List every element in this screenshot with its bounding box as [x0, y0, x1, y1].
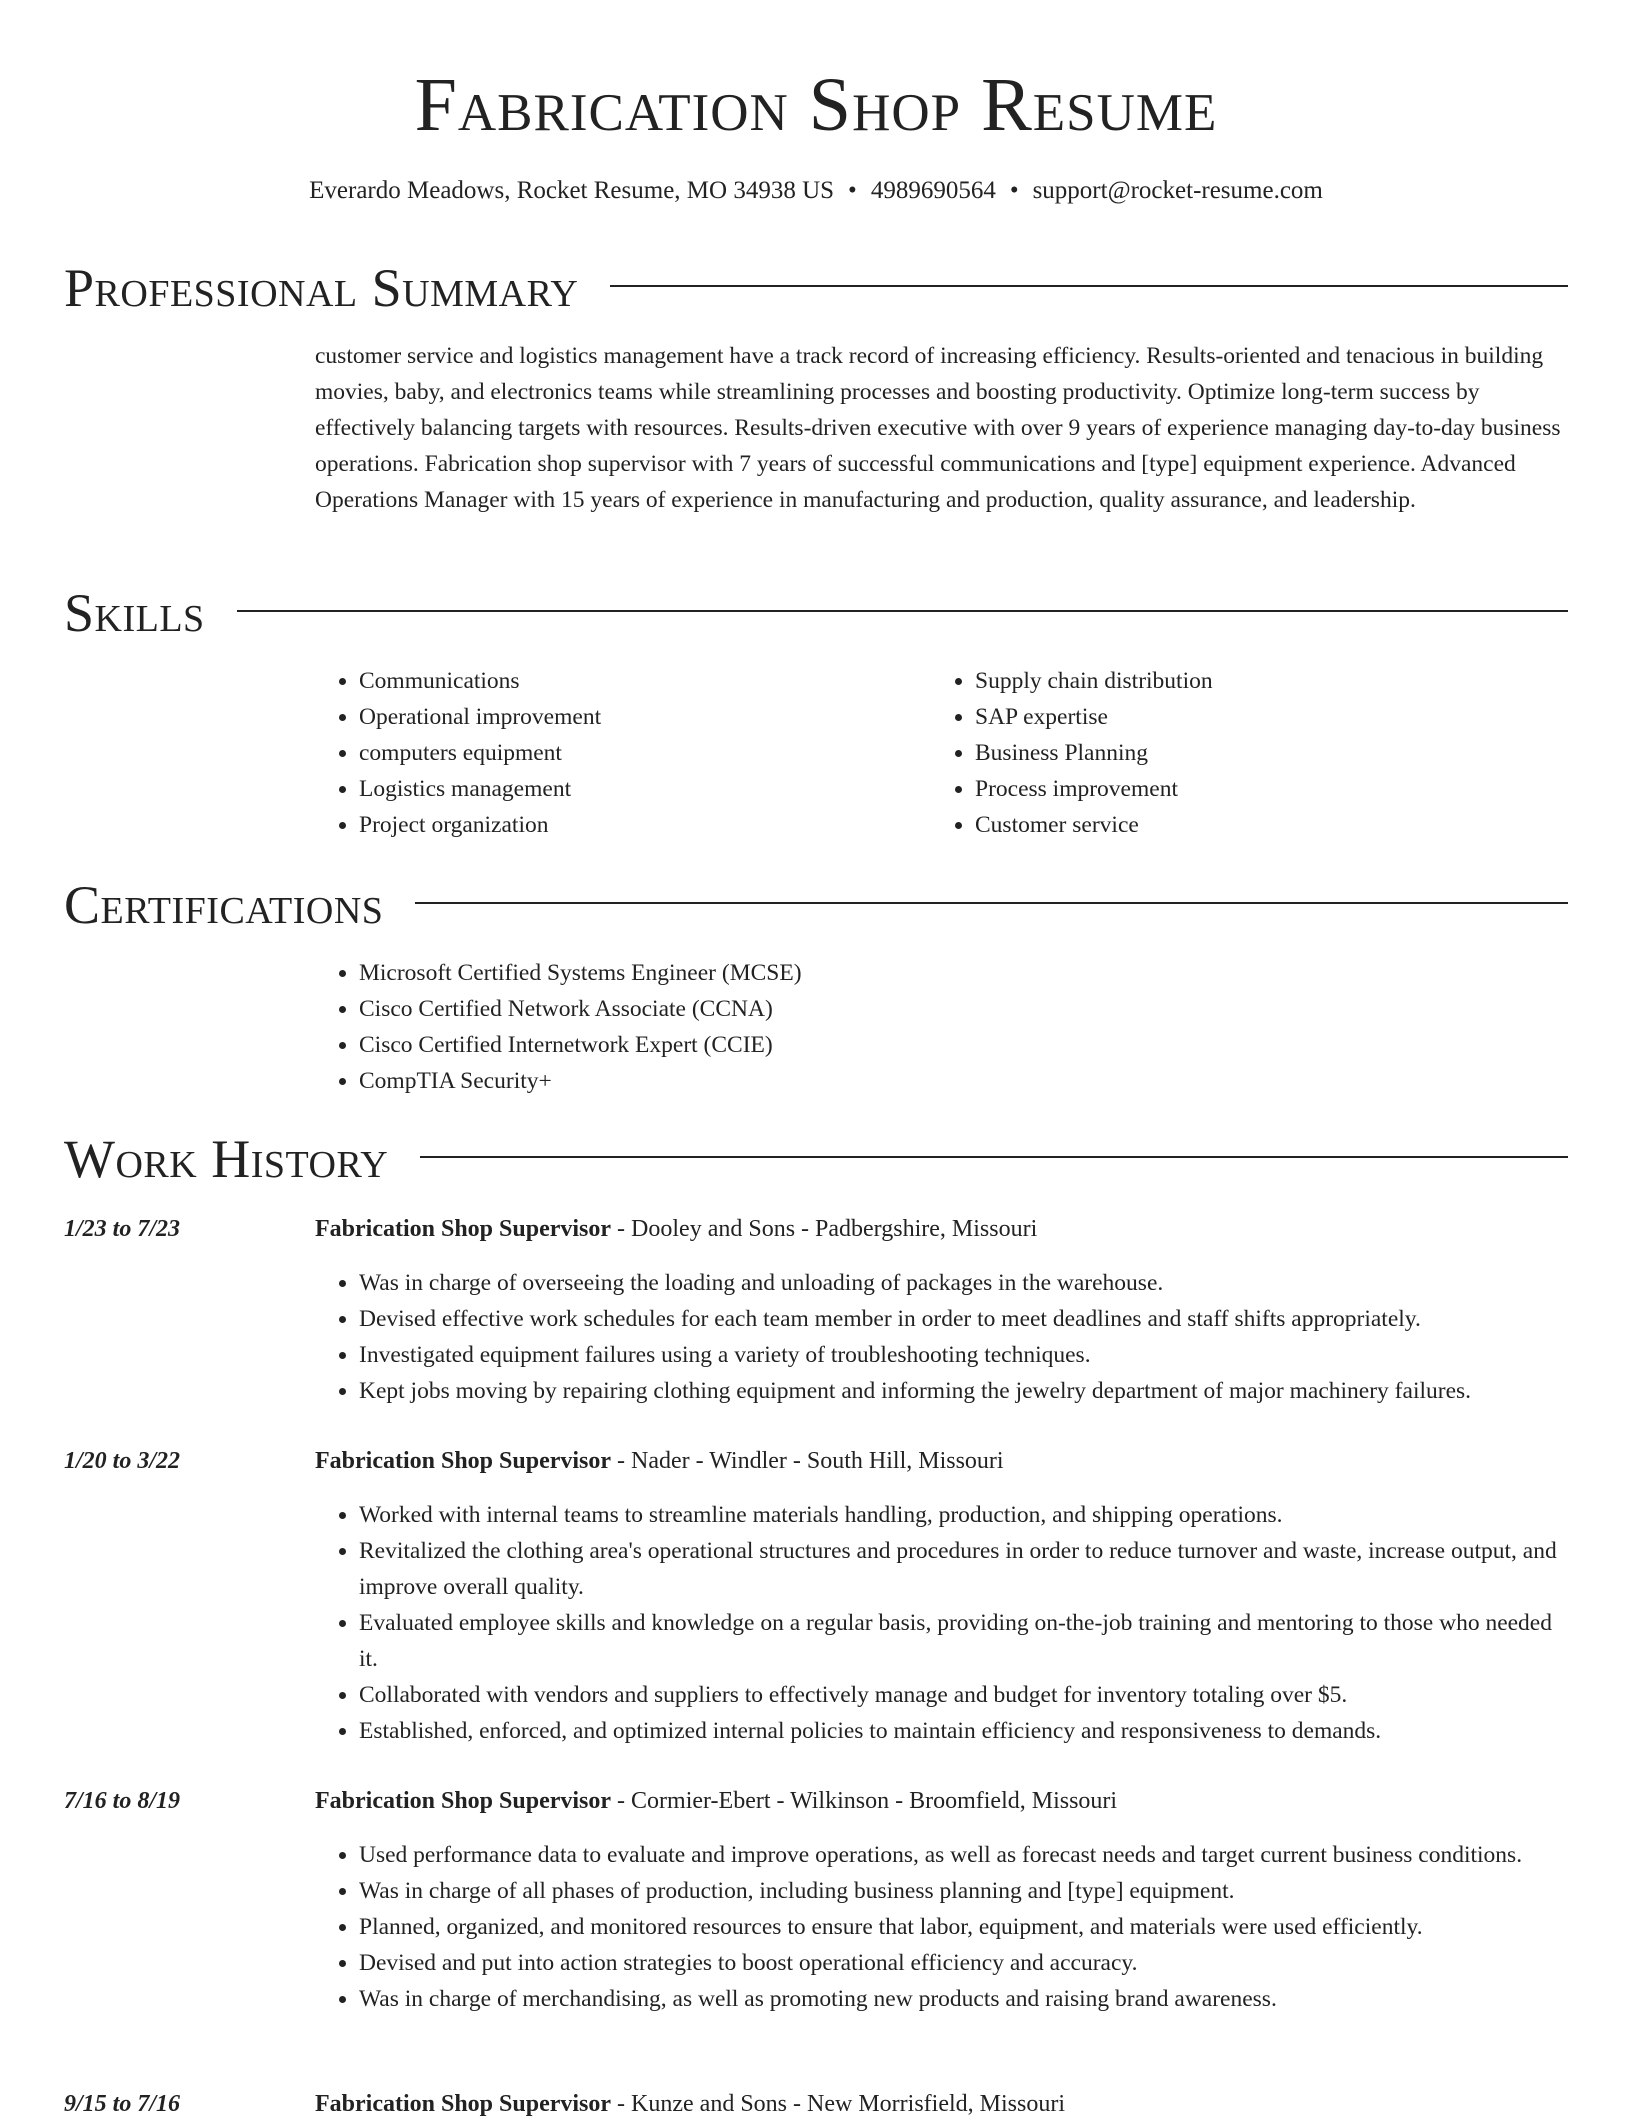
section-divider: [415, 902, 1568, 904]
duty-item: • Evaluated employee skills and knowledge on a regular basis, providing on-the-job training and mentoring to those who needed it.: [359, 1605, 1567, 1677]
certification-item: • Cisco Certified Network Associate (CCNA): [359, 991, 1567, 1027]
job-duties: [315, 1265, 1567, 1409]
duty-item: • Kept jobs moving by repairing clothing equipment and informing the jewelry department of major machinery failures.: [359, 1373, 1567, 1409]
job-dates: 9/15 to 7/16: [64, 2091, 181, 2117]
job-employer: - Nader - Windler - South Hill, Missouri: [611, 1448, 1004, 1474]
job-title: Fabrication Shop Supervisor: [315, 1448, 612, 1474]
skill-item: • SAP expertise: [975, 699, 1531, 735]
separator: •: [1009, 177, 1019, 204]
job-title: Fabrication Shop Supervisor: [315, 1216, 612, 1242]
job-duties: [315, 1497, 1567, 1749]
job-heading: [315, 1443, 1567, 1479]
job-title: Fabrication Shop Supervisor: [315, 2091, 612, 2117]
certifications-section-header: [64, 873, 1568, 937]
job-dates: 1/20 to 3/22: [64, 1448, 181, 1474]
work-history-section-header: [64, 1127, 1568, 1191]
certification-item: • Cisco Certified Internetwork Expert (CCIE): [359, 1027, 1567, 1063]
duty-item: • Investigated equipment failures using a variety of troubleshooting techniques.: [359, 1337, 1567, 1373]
duty-item: • Established, enforced, and optimized internal policies to maintain efficiency and responsiveness to demands.: [359, 1713, 1567, 1749]
skill-item: • Communications: [359, 663, 915, 699]
section-divider: [420, 1156, 1568, 1158]
address: Everardo Meadows, Rocket Resume, MO 34938 US: [309, 177, 835, 204]
skill-item: • Supply chain distribution: [975, 663, 1531, 699]
contact-line: [0, 173, 1632, 209]
duty-item: • Collaborated with vendors and suppliers to effectively manage and budget for inventory totaling over $5.: [359, 1677, 1567, 1713]
phone: 4989690564: [870, 177, 996, 204]
duty-item: • Devised effective work schedules for each team member in order to meet deadlines and staff shifts appropriately.: [359, 1301, 1567, 1337]
skill-item: • Operational improvement: [359, 699, 915, 735]
work-history-heading: Work History: [64, 1129, 389, 1189]
duty-item: • Was in charge of overseeing the loading and unloading of packages in the warehouse.: [359, 1265, 1567, 1301]
job-title: Fabrication Shop Supervisor: [315, 1788, 612, 1814]
skill-item: • Customer service: [975, 807, 1531, 843]
job-employer: - Cormier-Ebert - Wilkinson - Broomfield, Missouri: [611, 1788, 1118, 1814]
job-employer: - Dooley and Sons - Padbergshire, Missouri: [611, 1216, 1038, 1242]
certifications-heading: Certifications: [64, 875, 384, 935]
job-employer: - Kunze and Sons - New Morrisfield, Missouri: [611, 2091, 1065, 2117]
summary-text: customer service and logistics management have a track record of increasing efficiency. Results-oriented and tenacious in building movies, baby, and electronics teams while streamlining processes and boosting productivity. Optimize long-term success by effectively balancing targets with resources. Results-driven executive with over 9 years of experience managing day-to-day business operations. Fabrication shop supervisor with 7 years of successful communications and [type] equipment experience. Advanced Operations Manager with 15 years of experience in manufacturing and production, quality assurance, and leadership.: [315, 343, 1561, 513]
skill-item: • Project organization: [359, 807, 915, 843]
duty-item: • Devised and put into action strategies to boost operational efficiency and accuracy.: [359, 1945, 1567, 1981]
section-divider: [610, 285, 1568, 287]
duty-item: • Was in charge of all phases of production, including business planning and [type] equipment.: [359, 1873, 1567, 1909]
skill-item: • Business Planning: [975, 735, 1531, 771]
skills-column-left: [315, 663, 915, 843]
job-dates: 1/23 to 7/23: [64, 1216, 181, 1242]
email-link[interactable]: support@rocket-resume.com: [1032, 177, 1323, 204]
summary-section-header: [64, 256, 1568, 320]
resume-title: Fabrication Shop Resume: [414, 63, 1218, 147]
duty-item: • Planned, organized, and monitored resources to ensure that labor, equipment, and materials were used efficiently.: [359, 1909, 1567, 1945]
skill-item: • Process improvement: [975, 771, 1531, 807]
separator: •: [848, 177, 857, 204]
job-heading: [315, 2086, 1567, 2122]
certification-item: • Microsoft Certified Systems Engineer (MCSE): [359, 955, 1567, 991]
section-divider: [237, 610, 1568, 612]
duty-item: • Revitalized the clothing area's operational structures and procedures in order to reduce turnover and waste, increase output, and improve overall quality.: [359, 1533, 1567, 1605]
job-heading: [315, 1783, 1567, 1819]
skills-column-right: [931, 663, 1531, 843]
skills-section-header: [64, 581, 1568, 645]
certifications-list: [315, 955, 1567, 1099]
skill-item: • Logistics management: [359, 771, 915, 807]
summary-heading: Professional Summary: [64, 258, 579, 318]
job-duties: [315, 1837, 1567, 2017]
skill-item: • computers equipment: [359, 735, 915, 771]
skills-heading: Skills: [64, 583, 205, 643]
duty-item: • Worked with internal teams to streamline materials handling, production, and shipping operations.: [359, 1497, 1567, 1533]
duty-item: • Was in charge of merchandising, as well as promoting new products and raising brand awareness.: [359, 1981, 1567, 2017]
duty-item: • Used performance data to evaluate and improve operations, as well as forecast needs and target current business conditions.: [359, 1837, 1567, 1873]
certification-item: • CompTIA Security+: [359, 1063, 1567, 1099]
job-dates: 7/16 to 8/19: [64, 1788, 181, 1814]
job-heading: [315, 1211, 1567, 1247]
